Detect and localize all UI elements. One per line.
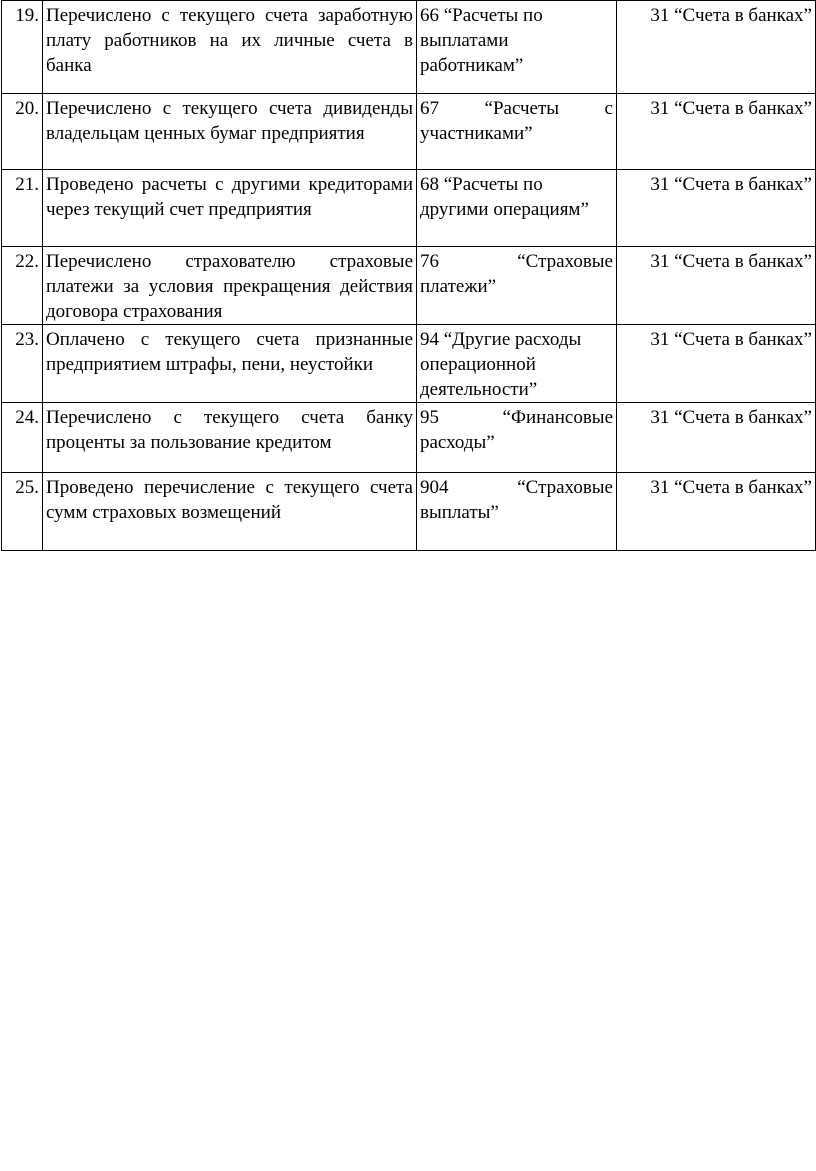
credit-account: 31 “Счета в банках”: [617, 170, 816, 247]
debit-account: 68 “Расчеты по другими операциям”: [417, 170, 617, 247]
operation-description: Перечислено с текущего счета заработную плату работников на их личные счета в банка: [43, 1, 417, 94]
credit-account: 31 “Счета в банках”: [617, 1, 816, 94]
debit-account: 67 “Расчеты с участниками”: [417, 94, 617, 170]
table-row: [2, 247, 816, 325]
debit-account: 94 “Другие расходы операционной деятельности”: [417, 325, 617, 403]
operation-description: Перечислено страхователю страховые платежи за условия прекращения действия договора страхования: [43, 247, 417, 325]
credit-account: 31 “Счета в банках”: [617, 473, 816, 551]
row-number: 24.: [2, 403, 43, 473]
table-row: [2, 473, 816, 551]
credit-account: 31 “Счета в банках”: [617, 94, 816, 170]
row-number: 20.: [2, 94, 43, 170]
row-number: 25.: [2, 473, 43, 551]
operation-description: Оплачено с текущего счета признанные предприятием штрафы, пени, неустойки: [43, 325, 417, 403]
debit-account: 95 “Финансовые расходы”: [417, 403, 617, 473]
credit-account: 31 “Счета в банках”: [617, 325, 816, 403]
row-number: 21.: [2, 170, 43, 247]
operation-description: Перечислено с текущего счета банку проценты за пользование кредитом: [43, 403, 417, 473]
operation-description: Проведено перечисление с текущего счета сумм страховых возмещений: [43, 473, 417, 551]
row-number: 19.: [2, 1, 43, 94]
operation-description: Проведено расчеты с другими кредиторами через текущий счет предприятия: [43, 170, 417, 247]
operation-description: Перечислено с текущего счета дивиденды владельцам ценных бумаг предприятия: [43, 94, 417, 170]
table-row: [2, 325, 816, 403]
table-row: [2, 403, 816, 473]
debit-account: 904 “Страховые выплаты”: [417, 473, 617, 551]
table-row: [2, 94, 816, 170]
row-number: 22.: [2, 247, 43, 325]
debit-account: 76 “Страховые платежи”: [417, 247, 617, 325]
table-row: [2, 1, 816, 94]
row-number: 23.: [2, 325, 43, 403]
credit-account: 31 “Счета в банках”: [617, 403, 816, 473]
journal-entries-table: [1, 0, 816, 551]
table-row: [2, 170, 816, 247]
debit-account: 66 “Расчеты по выплатами работникам”: [417, 1, 617, 94]
credit-account: 31 “Счета в банках”: [617, 247, 816, 325]
